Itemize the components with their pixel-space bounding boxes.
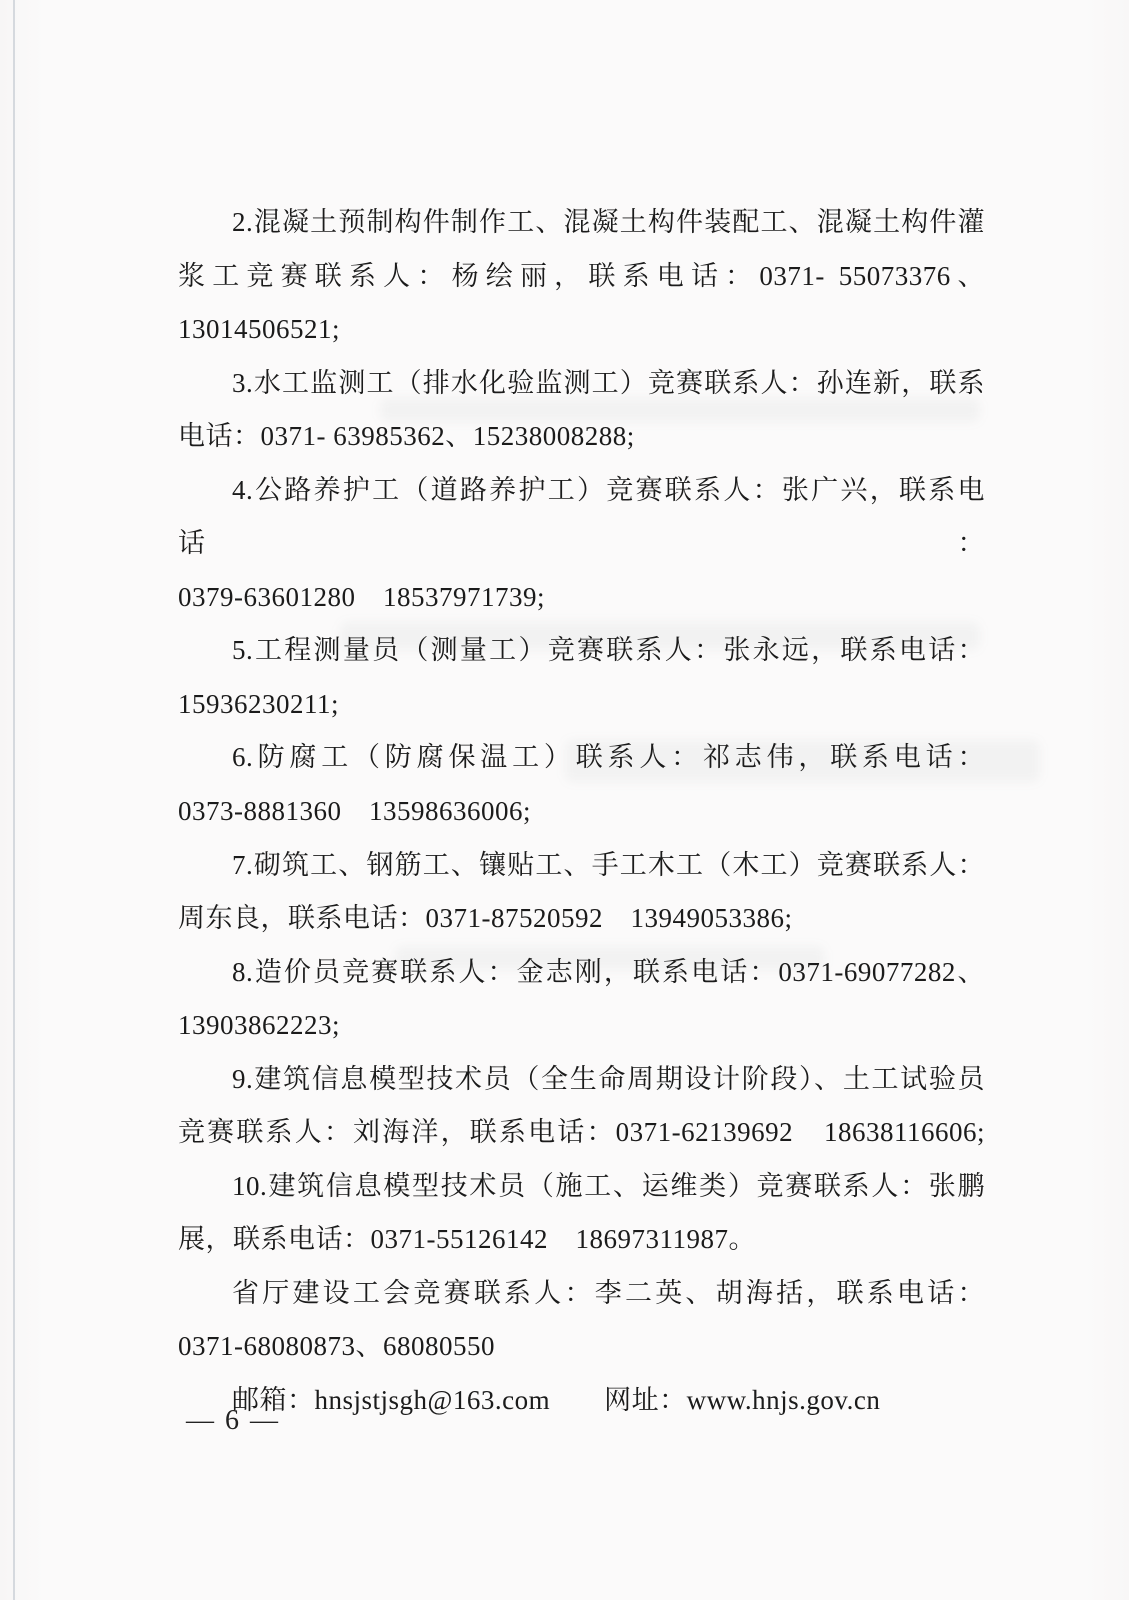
paragraph-line: 0373-8881360 13598636006; bbox=[178, 796, 531, 827]
document-body bbox=[178, 196, 985, 1428]
paragraph-line: 浆工竞赛联系人：杨绘丽，联系电话：0371- 55073376、 bbox=[178, 260, 985, 291]
paragraph-line: 0371-68080873、68080550 bbox=[178, 1331, 495, 1362]
paragraph-item-5 bbox=[178, 624, 985, 731]
paragraph-line: 展，联系电话：0371-55126142 18697311987。 bbox=[178, 1224, 756, 1255]
paragraph-line: 5.工程测量员（测量工）竞赛联系人：张永远，联系电话： bbox=[232, 635, 985, 666]
paragraph-line: 13903862223; bbox=[178, 1010, 341, 1041]
paragraph-item-8 bbox=[178, 946, 985, 1053]
paragraph-union-contact bbox=[178, 1267, 985, 1374]
paragraph-line: 6.防腐工（防腐保温工）联系人：祁志伟，联系电话： bbox=[232, 742, 985, 773]
page-number: — 6 — bbox=[186, 1405, 280, 1436]
paragraph-line: 电话：0371- 63985362、15238008288; bbox=[178, 421, 635, 452]
paragraph-line: 7.砌筑工、钢筋工、镶贴工、手工木工（木工）竞赛联系人： bbox=[232, 849, 985, 880]
paragraph-line: 省厅建设工会竞赛联系人：李二英、胡海括，联系电话： bbox=[232, 1277, 985, 1308]
paragraph-item-10 bbox=[178, 1160, 985, 1267]
paragraph-line: 0379-63601280 18537971739; bbox=[178, 581, 545, 612]
paragraph-line: 竞赛联系人：刘海洋，联系电话：0371-62139692 18638116606; bbox=[178, 1117, 985, 1148]
paragraph-line: 2.混凝土预制构件制作工、混凝土构件装配工、混凝土构件灌 bbox=[232, 207, 985, 237]
website-address: www.hnjs.gov.cn bbox=[686, 1385, 881, 1416]
paragraph-line: 10.建筑信息模型技术员（施工、运维类）竞赛联系人：张鹏 bbox=[232, 1170, 985, 1201]
paragraph-line: 4.公路养护工（道路养护工）竞赛联系人：张广兴，联系电话： bbox=[178, 474, 985, 559]
paragraph-item-6 bbox=[178, 731, 985, 838]
scan-edge-artifact bbox=[13, 0, 15, 1600]
paragraph-item-4 bbox=[178, 464, 985, 625]
paragraph-item-3 bbox=[178, 357, 985, 464]
paragraph-line: 13014506521; bbox=[178, 314, 341, 345]
email-address: hnsjstjsgh@163.com bbox=[314, 1385, 551, 1416]
paragraph-line: 8.造价员竞赛联系人：金志刚，联系电话：0371-69077282、 bbox=[232, 956, 985, 987]
paragraph-item-7 bbox=[178, 839, 985, 946]
contact-info-line bbox=[178, 1374, 985, 1428]
paragraph-line: 周东良，联系电话：0371-87520592 13949053386; bbox=[178, 903, 793, 934]
paragraph-item-2 bbox=[178, 196, 985, 357]
paragraph-line: 9.建筑信息模型技术员（全生命周期设计阶段）、土工试验员 bbox=[232, 1063, 985, 1094]
paragraph-item-9 bbox=[178, 1053, 985, 1160]
website-label: 网址： bbox=[604, 1385, 687, 1416]
email-label: 邮箱： bbox=[232, 1385, 315, 1416]
paragraph-line: 3.水工监测工（排水化验监测工）竞赛联系人：孙连新，联系 bbox=[232, 367, 985, 398]
paragraph-line: 15936230211; bbox=[178, 688, 339, 719]
